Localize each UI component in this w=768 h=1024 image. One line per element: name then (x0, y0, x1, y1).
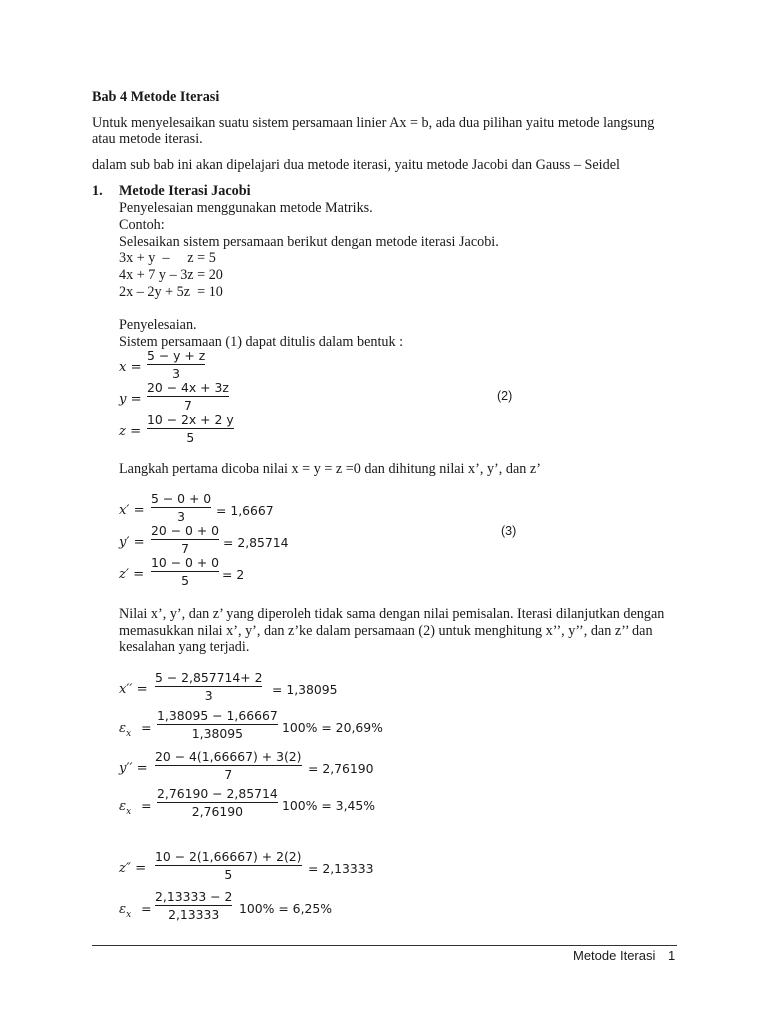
section-title: Metode Iterasi Jacobi (119, 183, 251, 199)
footer-page-number: 1 (668, 948, 676, 963)
iter2-ex-denominator: 1,38095 (191, 726, 243, 741)
eq3-x-result: = 1,6667 (216, 503, 274, 518)
eq2-z-numerator: 10 − 2x + 2 y (147, 412, 234, 427)
eq3-z-numerator: 10 − 0 + 0 (151, 555, 220, 570)
eq3-y-lhs: y′ = (119, 535, 145, 550)
para-line-1: Nilai x’, y’, dan z’ yang diperoleh tidak sama dengan nilai pemisalan. Iterasi dilanjutkan dengan (119, 606, 665, 622)
iter2-x-fraction (155, 670, 262, 703)
iter2-ey-lhs (119, 797, 152, 817)
epsilon-symbol: ε (119, 799, 127, 814)
eq2-x-lhs: x = (119, 360, 142, 375)
eq2-y-numerator: 20 − 4x + 3z (147, 380, 229, 395)
iter2-y-denominator: 7 (224, 767, 233, 782)
fraction-bar (155, 905, 232, 906)
epsilon-symbol: ε (119, 721, 127, 736)
eq2-y-lhs: y = (119, 392, 142, 407)
eq3-y-result: = 2,85714 (223, 535, 289, 550)
iter2-x-numerator: 5 − 2,857714+ 2 (155, 670, 263, 685)
eq3-x-denominator: 3 (177, 509, 186, 524)
system-eq-1: 3x + y – z = 5 (119, 250, 216, 266)
eq2-z-denominator: 5 (186, 430, 195, 445)
iter2-y-numerator: 20 − 4(1,66667) + 3(2) (155, 749, 302, 764)
epsilon-symbol: ε (119, 902, 127, 917)
rewrite-text: Sistem persamaan (1) dapat ditulis dalam bentuk : (119, 334, 404, 350)
system-eq-2: 4x + 7 y – 3z = 20 (119, 267, 223, 283)
fraction-bar (147, 396, 229, 397)
eq2-x-denominator: 3 (172, 366, 181, 381)
para-line-3: kesalahan yang terjadi. (119, 639, 250, 655)
footer-title: Metode Iterasi (573, 948, 656, 963)
eq2-z-fraction (147, 412, 234, 445)
eq3-z-denominator: 5 (181, 573, 189, 588)
epsilon-subscript: x (126, 729, 132, 740)
eq3-x-fraction (151, 491, 211, 524)
section-line-3: Selesaikan sistem persamaan berikut dengan metode iterasi Jacobi. (119, 234, 499, 250)
fraction-bar (151, 539, 219, 540)
eq3-x-lhs: x′ = (119, 503, 145, 518)
fraction-bar (157, 724, 278, 725)
intro-line-3: dalam sub bab ini akan dipelajari dua metode iterasi, yaitu metode Jacobi dan Gauss – Seidel (92, 157, 620, 173)
fraction-bar (147, 428, 234, 429)
iter2-x-denominator: 3 (204, 688, 213, 703)
iter2-x-result: = 1,38095 (272, 682, 338, 697)
eq3-x-numerator: 5 − 0 + 0 (151, 491, 212, 506)
intro-line-1: Untuk menyelesaikan suatu sistem persamaan linier Ax = b, ada dua pilihan yaitu metode langsung (92, 115, 655, 131)
iter2-ey-result: 100% = 3,45% (282, 798, 376, 813)
iter2-ex-lhs (119, 719, 152, 739)
equals-sign: = (141, 720, 152, 735)
iter2-ey-fraction (157, 786, 278, 819)
section-line-1: Penyelesaian menggunakan metode Matriks. (119, 200, 373, 216)
fraction-bar (155, 686, 262, 687)
eq3-z-fraction (151, 555, 219, 588)
fraction-bar (151, 507, 211, 508)
eq2-x-numerator: 5 − y + z (147, 348, 206, 363)
fraction-bar (155, 865, 302, 866)
eq3-y-denominator: 7 (181, 541, 189, 556)
iter2-y-lhs: y′′ = (119, 761, 148, 776)
eq3-y-numerator: 20 − 0 + 0 (151, 523, 220, 538)
page-title: Bab 4 Metode Iterasi (92, 89, 220, 105)
eq2-y-fraction (147, 380, 229, 413)
system-eq-3: 2x – 2y + 5z = 10 (119, 284, 223, 300)
epsilon-subscript: x (126, 910, 132, 921)
equals-sign: = (141, 901, 152, 916)
solution-label: Penyelesaian. (119, 317, 197, 333)
iter2-y-result: = 2,76190 (308, 761, 374, 776)
iter2-ez-lhs (119, 900, 152, 920)
fraction-bar (155, 765, 302, 766)
iter2-ez-numerator: 2,13333 − 2 (155, 889, 233, 904)
section-line-2: Contoh: (119, 217, 165, 233)
iter2-ez-result: 100% = 6,25% (239, 901, 333, 916)
intro-line-2: atau metode iterasi. (92, 131, 203, 147)
eq3-number: (3) (501, 524, 517, 538)
eq3-y-fraction (151, 523, 219, 556)
footer-rule (92, 945, 677, 946)
iter2-ey-numerator: 2,76190 − 2,85714 (157, 786, 278, 801)
iter2-ex-fraction (157, 708, 278, 741)
iter2-x-lhs: x′′ = (119, 682, 148, 697)
iter2-z-numerator: 10 − 2(1,66667) + 2(2) (155, 849, 302, 864)
equals-sign: = (141, 798, 152, 813)
eq2-x-fraction (147, 348, 205, 381)
iter2-ez-fraction (155, 889, 232, 922)
iter2-ex-result: 100% = 20,69% (282, 720, 383, 735)
eq3-z-lhs: z′ = (119, 567, 145, 582)
iter2-ex-numerator: 1,38095 − 1,66667 (157, 708, 278, 723)
iter2-ey-denominator: 2,76190 (191, 804, 243, 819)
eq3-z-result: = 2 (222, 567, 245, 582)
iter2-z-lhs: z″ = (119, 861, 147, 876)
eq2-y-denominator: 7 (184, 398, 192, 413)
iter2-y-fraction (155, 749, 302, 782)
fraction-bar (147, 364, 205, 365)
epsilon-subscript: x (126, 807, 132, 818)
eq2-z-lhs: z = (119, 424, 142, 439)
step-text: Langkah pertama dicoba nilai x = y = z =0 dan dihitung nilai x’, y’, dan z’ (119, 461, 541, 477)
iter2-ez-denominator: 2,13333 (168, 907, 220, 922)
eq2-number: (2) (497, 389, 513, 403)
fraction-bar (157, 802, 278, 803)
iter2-z-fraction (155, 849, 302, 882)
fraction-bar (151, 571, 219, 572)
section-number: 1. (92, 183, 103, 199)
iter2-z-result: = 2,13333 (308, 861, 374, 876)
iter2-z-denominator: 5 (224, 867, 233, 882)
para-line-2: memasukkan nilai x’, y’, dan z’ke dalam persamaan (2) untuk menghitung x’’, y’’, dan z’’ dan (119, 623, 653, 639)
